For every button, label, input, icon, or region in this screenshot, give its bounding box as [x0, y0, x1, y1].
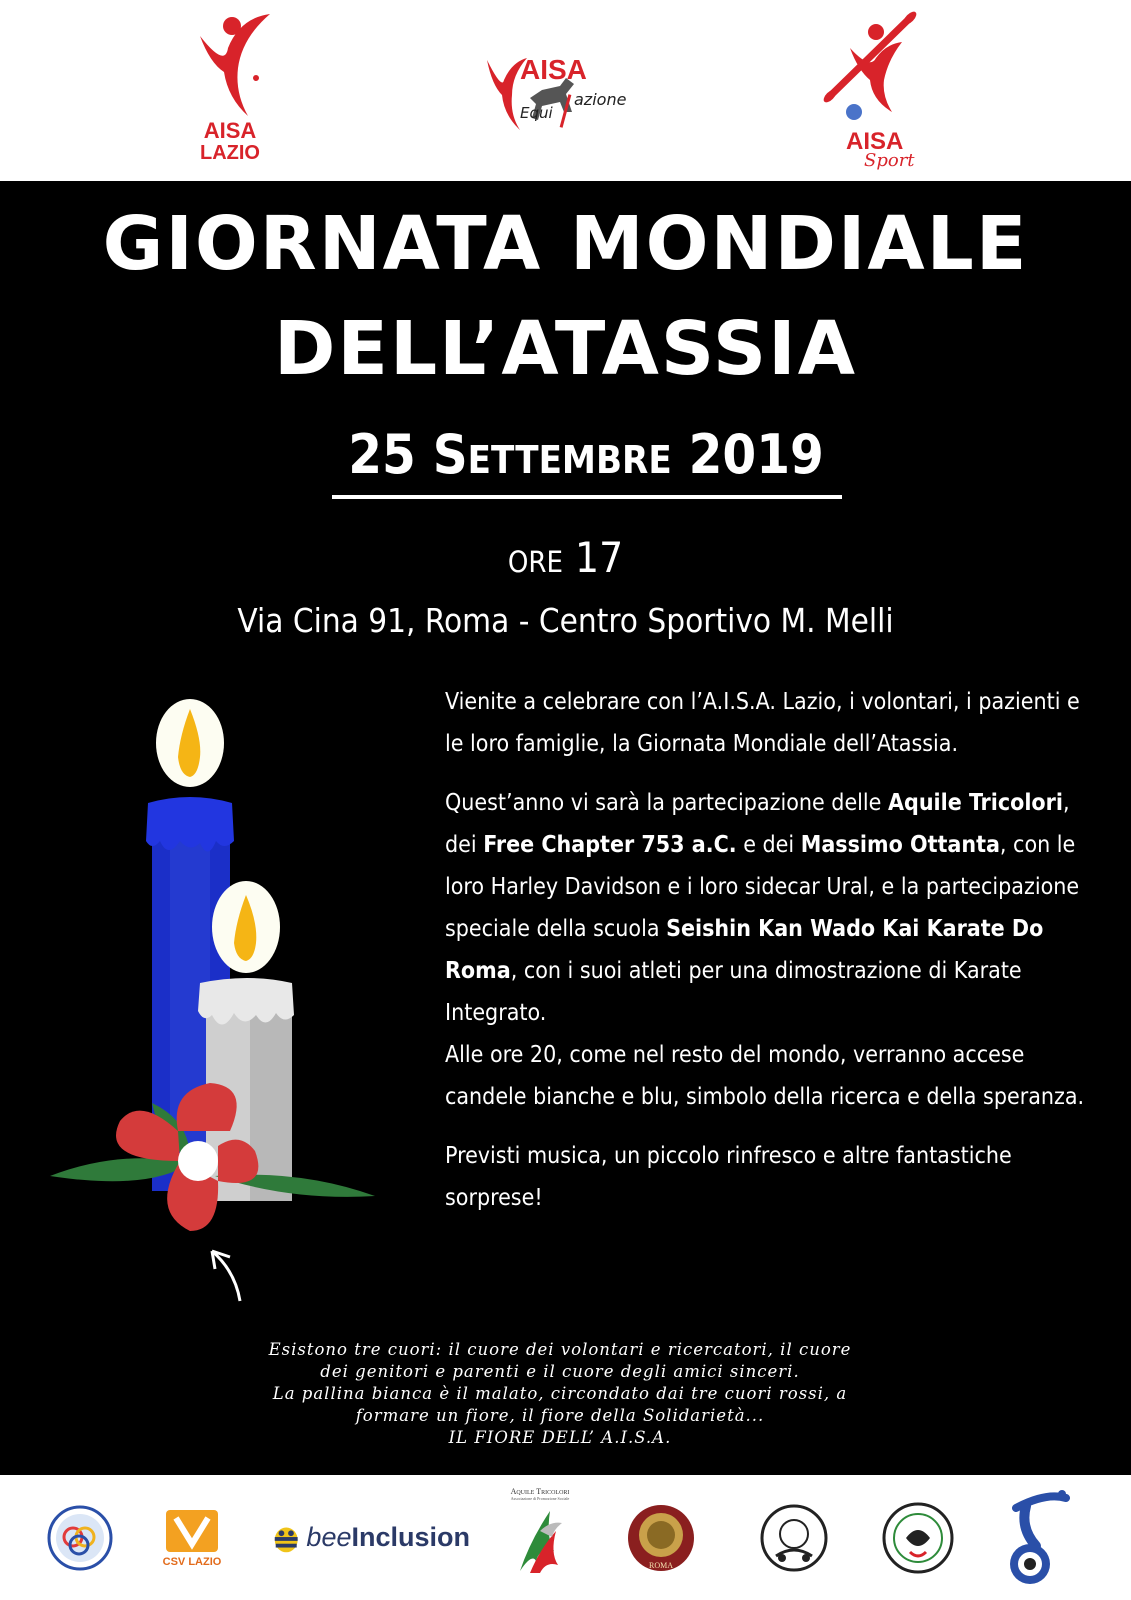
- paddler-figure-icon: [820, 8, 930, 128]
- arrow-icon: [212, 1251, 240, 1301]
- paragraph-1: Vienite a celebrare con l’A.I.S.A. Lazio, i volontari, i pazienti e le loro famiglie, la Giornata Mondiale dell’Atassia.: [445, 689, 1080, 757]
- massimo-ottanta-logo: [758, 1475, 830, 1600]
- aquile-tricolori-logo: [500, 1475, 580, 1600]
- roma-team-sport-logo: [45, 1475, 115, 1600]
- event-time: ore 17: [507, 533, 624, 582]
- csv-lazio-logo: [160, 1475, 224, 1600]
- csv-lazio-label: CSV LAZIO: [162, 1555, 222, 1568]
- beeinclusion-logo: [270, 1475, 470, 1600]
- header-logos: [0, 0, 1131, 181]
- p2-bold-free-chapter: Free Chapter 753 a.C.: [483, 832, 737, 858]
- sport-integrato-logo: [995, 1475, 1075, 1600]
- quote-line-4: formare un fiore, il fiore della Solidarietà...: [355, 1406, 765, 1425]
- p2-text-1: Quest’anno vi sarà la partecipazione delle: [445, 790, 888, 816]
- quote-line-2: dei genitori e parenti e il cuore degli amici sinceri.: [320, 1362, 800, 1381]
- event-date: 25 Settembre 2019: [348, 423, 824, 486]
- candles-illustration: [40, 691, 400, 1325]
- p2-bold-massimo: Massimo Ottanta: [800, 832, 1000, 858]
- inclusion-label: Inclusion: [351, 1522, 470, 1552]
- event-description: [445, 681, 1085, 1236]
- paragraph-2: [445, 782, 1085, 1118]
- logo-text-azione: azione: [574, 90, 627, 109]
- title-line-1: GIORNATA MONDIALE: [102, 201, 1029, 287]
- logo-text-equi: Equi: [520, 104, 553, 122]
- date-underline: [332, 495, 842, 499]
- bee-icon: [270, 1521, 302, 1555]
- sponsor-footer: [0, 1475, 1131, 1600]
- aquile-sublabel: Associazione di Promozione Sociale: [510, 1496, 570, 1501]
- quote-line-5: IL FIORE DELL’ A.I.S.A.: [448, 1428, 672, 1447]
- p2-text-3: e dei: [736, 832, 801, 858]
- aisa-equitazione-logo: [482, 50, 632, 140]
- logo-text-lazio: LAZIO: [200, 142, 260, 164]
- p2-bold-aquile: Aquile Tricolori: [888, 790, 1063, 816]
- paragraph-3: Previsti musica, un piccolo rinfresco e altre fantastiche sorprese!: [445, 1143, 1012, 1211]
- event-address: Via Cina 91, Roma - Centro Sportivo M. Melli: [237, 601, 894, 640]
- seishin-kan-wado-kai-logo: [880, 1475, 956, 1600]
- eagle-wing-icon: [510, 1501, 570, 1579]
- p2-text-5: , con i suoi atleti per una dimostrazione di Karate Integrato.: [445, 958, 1022, 1026]
- p2-text-4: , con le loro Harley Davidson e i loro sidecar Ural, e la partecipazione speciale della scuola: [445, 832, 1080, 942]
- free-chapter-roma-label: ROMA: [648, 1561, 673, 1570]
- aisa-lazio-label: [192, 120, 268, 164]
- p2-text-6: Alle ore 20, come nel resto del mondo, verranno accese candele bianche e blu, simbolo della ricerca e della speranza.: [445, 1042, 1085, 1110]
- aisa-figure-icon: [180, 8, 280, 128]
- poster-main: [0, 181, 1131, 1475]
- p2-text-2: , dei: [445, 790, 1070, 858]
- aisa-lazio-logo: [180, 8, 280, 168]
- aisa-sport-logo: [820, 8, 930, 173]
- logo-text-aisa: AISA: [203, 118, 257, 143]
- flower-quote: [180, 1339, 940, 1449]
- aquile-label: Aquile Tricolori: [510, 1487, 570, 1496]
- title-line-2: DELL’ATASSIA: [274, 306, 857, 392]
- bee-label: bee: [306, 1522, 352, 1552]
- p2-bold-seishin: Seishin Kan Wado Kai Karate Do Roma: [445, 916, 1044, 984]
- quote-line-1: Esistono tre cuori: il cuore dei volontari e ricercatori, il cuore: [268, 1340, 852, 1359]
- logo-text-aisa-center: AISA: [520, 54, 587, 85]
- logo-text-sport: Sport: [864, 150, 915, 171]
- free-chapter-roma-logo: [625, 1475, 697, 1600]
- quote-line-3: La pallina bianca è il malato, circondato dai tre cuori rossi, a: [272, 1384, 848, 1403]
- logo-text-aisa-right: AISA: [846, 128, 904, 155]
